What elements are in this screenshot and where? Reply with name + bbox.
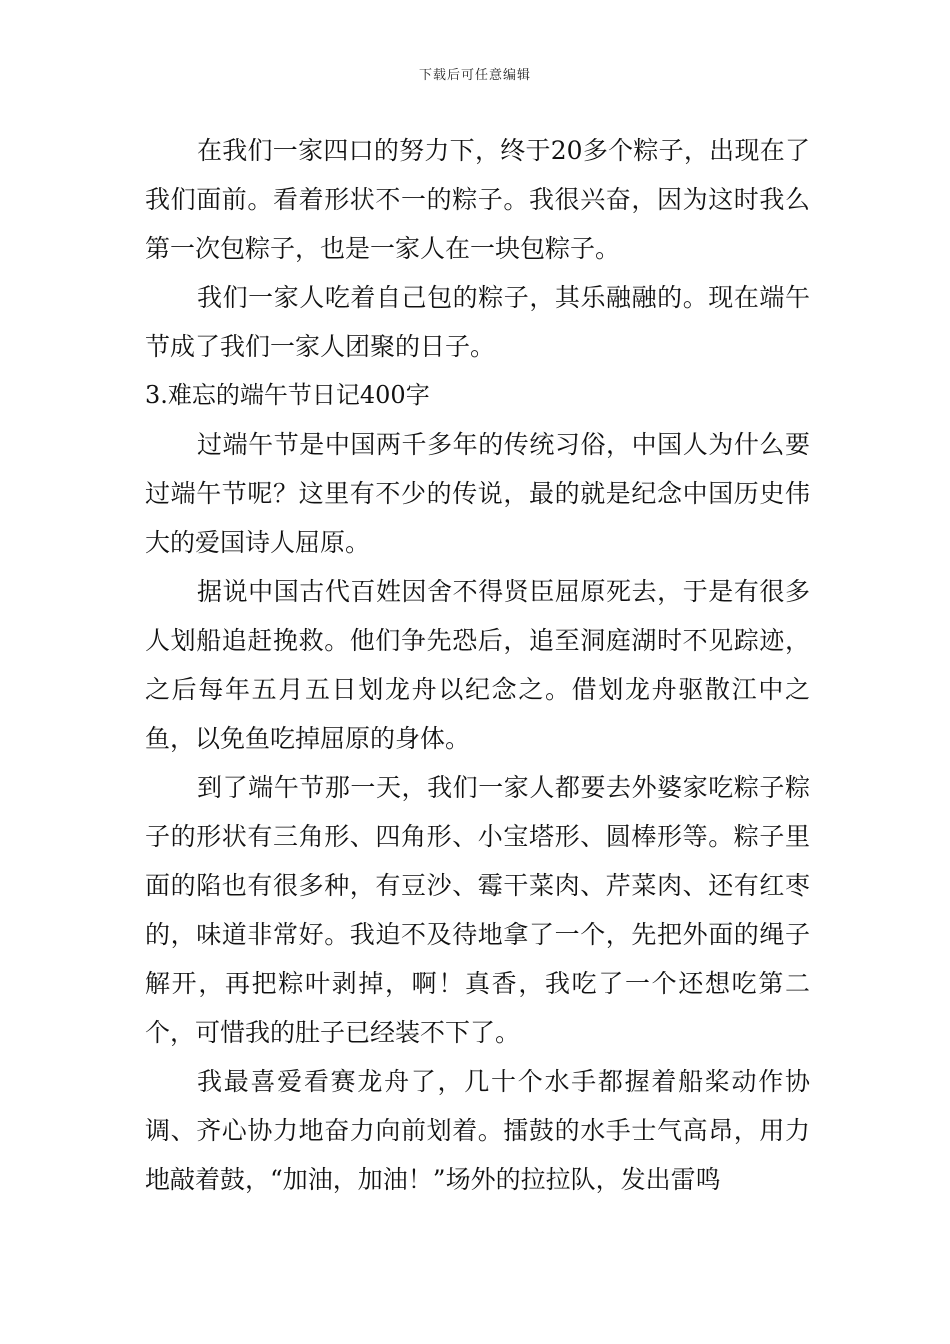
paragraph: 过端午节是中国两千多年的传统习俗，中国人为什么要过端午节呢？这里有不少的传说，最的就是纪念中国历史伟大的爱国诗人屈原。 [145,430,810,557]
paragraph: 我们一家人吃着自己包的粽子，其乐融融的。现在端午节成了我们一家人团聚的日子。 [145,283,810,361]
section-heading: 3.难忘的端午节日记400字 [145,381,430,409]
paragraph: 我最喜爱看赛龙舟了，几十个水手都握着船桨动作协调、齐心协力地奋力向前划着。擂鼓的水手士气高昂，用力地敲着鼓，“加油，加油！”场外的拉拉队，发出雷鸣 [145,1067,810,1194]
document-body [145,126,810,1204]
paragraph: 在我们一家四口的努力下，终于20多个粽子，出现在了我们面前。看着形状不一的粽子。我很兴奋，因为这时我么第一次包粽子，也是一家人在一块包粽子。 [145,136,810,263]
page-header: 下载后可任意编辑 [418,68,531,83]
paragraph: 据说中国古代百姓因舍不得贤臣屈原死去，于是有很多人划船追赶挽救。他们争先恐后，追至洞庭湖时不见踪迹，之后每年五月五日划龙舟以纪念之。借划龙舟驱散江中之鱼，以免鱼吃掉屈原的身体。 [145,577,810,753]
paragraph: 到了端午节那一天，我们一家人都要去外婆家吃粽子粽子的形状有三角形、四角形、小宝塔形、圆棒形等。粽子里面的陷也有很多种，有豆沙、霉干菜肉、芹菜肉、还有红枣的，味道非常好。我迫不及待地拿了一个，先把外面的绳子解开，再把粽叶剥掉，啊！真香，我吃了一个还想吃第二个，可惜我的肚子已经装不下了。 [145,773,810,1047]
